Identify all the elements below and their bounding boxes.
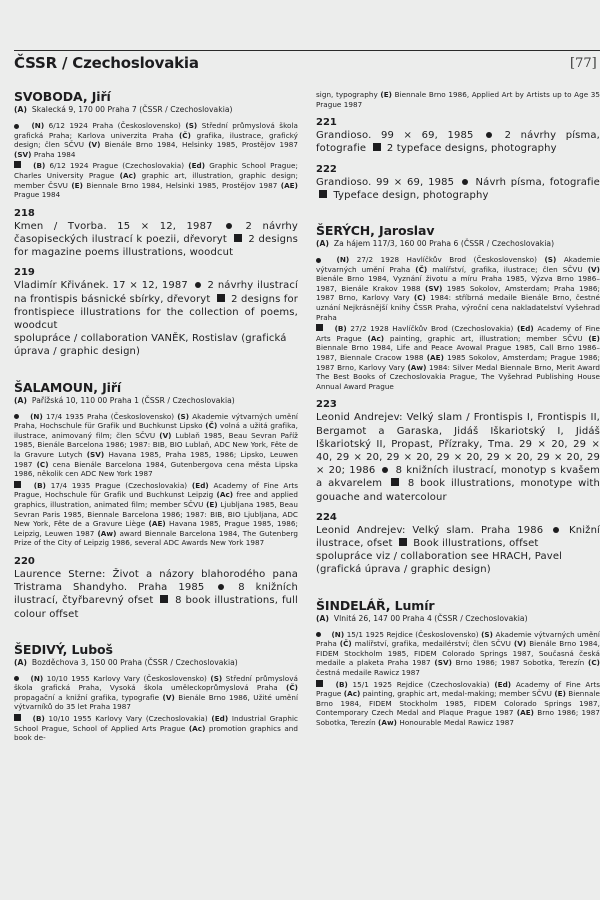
artist-entry-sindelar [316,599,600,728]
bio-text: Akademie výtvarných umění Praha [316,629,600,649]
page-number: [77] [570,56,597,71]
bio-label: (SV) [424,283,443,293]
bio-label: (Ac) [119,170,137,180]
czech-marker-dot-icon [195,282,201,288]
artist-entry-svoboda [14,90,298,359]
work-czech-text: 8 knižních ilustrací, monotyp s kvašem a akvarelem [316,465,600,490]
bio-text: Bienále Brno 1984, Vyznání životu a míru Praha 1985, Výzva Brno 1986–1987, Bienále Krakov 1988 [316,274,600,293]
bio-label: (Ac) [367,333,385,343]
bio-label: (V) [159,430,172,440]
work-english-text: 8 book illustrations, monotype with gouache and watercolour [316,478,600,503]
bio-text: painting, graphic art, illustration; member SČVU [389,333,583,343]
work-title: Leonid Andrejev: Velký slam / Frontispis I, Frontispis II, Bergamot a Garaska, Jidáš Iškariotský I, Jidáš Iškariotský II, Propast, Přízraky, Tma. 29 × 20, 29 × 40, 29 × 20, 29 × 20, 29 × 20, 29 × 20, 29 × 20, 29 × 20; 1986 [316,412,600,477]
bio-text: Biennale Brno 1986, Applied Art by Artists up to Age 35 Prague 1987 [316,90,600,109]
bio-label: (Aw) [407,362,427,372]
work-english-text: Typeface design, photography [333,189,489,201]
work-number: 218 [14,207,35,219]
artist-address [14,658,298,668]
bio-label: (B) [334,324,347,334]
english-marker-square-icon [217,294,225,302]
bio-text: Střední průmyslová škola grafická Praha, Vysoká škola uměleckoprůmyslová Praha [14,673,298,693]
address-text: Skalecká 9, 170 00 Praha 7 (ČSSR / Czechoslovakia) [31,105,233,114]
english-marker-square-icon [316,324,323,331]
bio-text: Bienále Brno 1986, Užité umění výtvarníků do 35 let Praha 1987 [14,692,299,712]
section-title: ČSSR / Czechoslovakia [14,54,199,72]
bio-text: čestná medaile Rawicz 1987 [316,667,420,677]
bio-czech [316,255,600,322]
bio-label: (AE) [426,352,444,362]
address-label: (A) [316,239,329,248]
czech-marker-dot-icon [462,179,468,185]
czech-marker-dot-icon [316,632,321,637]
bio-label: (Ac) [343,689,361,699]
bio-label: (N) [331,629,345,639]
work-entry-223 [316,399,600,503]
bio-label: (S) [544,255,557,264]
address-label: (A) [316,613,329,623]
bio-text: Honourable Medal Rawicz 1987 [399,717,514,727]
czech-marker-dot-icon [14,676,19,681]
english-marker-square-icon [14,714,21,721]
artist-entry-salamoun [14,381,298,621]
work-english-text: 8 book illustrations, full colour offset [14,595,298,620]
bio-label: (N) [336,255,350,264]
artist-name: ŠEDIVÝ, Luboš [14,641,113,657]
bio-label: (C) [413,293,426,303]
bio-label: (SV) [434,658,452,668]
artist-name: ŠINDELÁŘ, Lumír [316,597,435,613]
bio-label: (Ed) [516,324,534,334]
bio-text: Brno 1986; 1987 Sobotka, Terezín [455,658,585,668]
work-title: Laurence Sterne: Život a názory blahorodého pana Tristrama Shandyho. Praha 1985 [14,568,298,594]
bio-text: grafika, ilustrace, grafický design; člen SČVU [14,130,298,150]
right-column [316,90,600,729]
bio-label: (AE) [280,180,298,190]
bio-label: (E) [588,333,600,343]
page-header [14,50,600,77]
address-label: (A) [14,105,27,114]
work-title: Vladimír Křivánek. 17 × 12, 1987 [14,280,188,292]
bio-text: 17/4 1935 Prague (Czechoslovakia) [50,480,188,490]
bio-text: Biennale Brno 1984, Helsinki 1985, Prostějov 1987 [86,180,278,190]
work-number: 219 [14,267,35,279]
bio-english [14,714,298,743]
bio-text: painting, graphic art, medal-making; member SČVU [362,689,552,699]
bio-text: promotion graphics and book de- [14,723,299,743]
bio-text: Akademie výtvarných umění Praha, Hochschule für Grafik und Buchkunst Lipsko [14,411,298,431]
bio-text: 6/12 1924 Praha (Československo) [48,121,181,130]
bio-text: Havana 1985, Praha 1985, 1986; Lipsko, Leuwen 1987 [14,449,298,469]
bio-label: (Aw) [97,528,117,538]
work-title: Kmen / Tvorba. 15 × 12, 1987 [14,220,213,232]
bio-label: (SV) [86,449,105,459]
work-czech-text: Knižní ilustrace, ofset [316,524,600,549]
work-entry-219 [14,267,298,358]
english-marker-square-icon [160,595,168,603]
artist-address [316,239,600,249]
artist-address [316,614,600,624]
collaboration-note: spolupráce / collaboration VANĚK, Rostislav (grafická úprava / graphic design) [14,333,287,358]
bio-label: (E) [71,180,83,190]
bio-text: malířství, grafika, ilustrace; člen SČVU [432,264,583,274]
bio-text: Lublaň 1985, Beau Sevran Paříž 1985, Bienále Barcelona 1986; 1987: BIB, BIO Lublaň, ADC New York, Fête de la Gravure Lutych [14,430,299,459]
english-marker-square-icon [399,538,407,546]
bio-label: (AE) [516,708,534,718]
work-description [14,279,298,332]
left-column [14,90,298,745]
english-marker-square-icon [14,161,21,168]
bio-label: (Č) [205,421,218,431]
english-marker-square-icon [14,481,21,488]
work-czech-text: 2 návrhy ilustrací na frontispis básnické sbírky, dřevoryt [14,280,298,305]
work-description [316,129,600,155]
bio-text: Academy of Fine Arts Prague, Hochschule für Grafik und Buchkunst Leipzig [14,480,298,500]
bio-czech [316,630,600,678]
czech-marker-dot-icon [14,414,19,419]
czech-marker-dot-icon [382,467,388,473]
work-english-text: 2 designs for magazine poems illustrations, woodcut [14,233,298,259]
bio-text: sign, typography [316,90,378,99]
bio-text: 1985 Sokolov, Amsterdam; Praha 1986; 1987 Brno, Karlovy Vary [316,283,600,303]
work-entry-221 [316,117,600,155]
bio-label: (Ac) [188,723,206,733]
czech-marker-dot-icon [226,223,232,229]
work-description [316,411,600,503]
work-description [14,220,298,260]
bio-text: malířství, grafika, medailérství; člen SČVU [354,639,511,649]
bio-english [14,161,298,199]
bio-text: Ljubljana 1985, Beau Sevran Paris 1985, Biennale Barcelona 1986; 1987: BIB, BIO Ljubljana, ADC New York, Fête de a Gravure Liège [14,499,298,529]
bio-text: propagační a knižní grafika, typografie [14,692,160,702]
artist-name: ŠERÝCH, Jaroslav [316,223,435,238]
bio-label: (S) [177,411,190,421]
work-number: 220 [14,555,35,567]
bio-label: (Č) [415,264,428,274]
bio-english [316,324,600,391]
bio-czech [14,674,298,712]
work-czech-text: 2 návrhy písma, fotografie [316,130,600,155]
bio-text: Academy of Fine Arts Prague [316,679,600,699]
artist-entry-sedivy [14,643,298,743]
bio-text: 1984: stříbrná medaile Bienále Brno, čestné uznání Nejkrásnější knihy ČSSR Praha, výroční cena nakladatelství Vyšehrad Praha [316,293,600,322]
bio-label: (Ac) [216,490,234,500]
english-marker-square-icon [234,234,242,242]
czech-marker-dot-icon [218,584,224,590]
bio-label: (V) [88,140,101,150]
czech-marker-dot-icon [316,258,321,263]
work-title: Grandioso. 99 × 69, 1985 [316,176,455,188]
bio-text: Havana 1985, Prague 1985, 1986; Leipzig, Leuwen 1987 [14,519,298,538]
work-czech-text: 2 návrhy časopiseckých ilustrací k poezii, dřevoryt [14,220,298,245]
bio-label: (E) [206,499,218,509]
czech-marker-dot-icon [553,527,559,533]
bio-text: Akademie výtvarných umění Praha [316,255,600,274]
artist-address [14,396,298,406]
bio-text: 1985 Sokolov, Amsterdam; Prague 1986; 1987 Brno, Karlovy Vary [316,352,600,372]
bio-label: (Ed) [494,679,512,689]
work-number: 221 [316,117,337,129]
bio-label: (Ed) [191,480,209,490]
work-english-text: 2 typeface designs, photography [386,143,557,155]
artist-name: ŠALAMOUN, Jiří [14,379,122,395]
bio-label: (S) [185,121,198,130]
bio-text: Industrial Graphic School Prague, School of Applied Arts Prague [14,714,299,733]
work-entry-224 [316,512,600,577]
bio-label: (N) [30,673,44,683]
bio-english-continued [316,90,600,109]
bio-label: (S) [210,673,223,683]
work-title: Grandioso. 99 × 69, 1985 [316,130,474,142]
bio-text: graphic art, illustration, graphic design; member ČSVU [14,170,299,190]
work-description [316,524,600,550]
collaboration-note: spolupráce viz / collaboration see HRACH, Pavel (grafická úprava / graphic design) [316,551,563,576]
address-text: Bozděchova 3, 150 00 Praha (ČSSR / Czechoslovakia) [31,657,238,667]
bio-label: (B) [33,480,46,490]
bio-label: (V) [162,692,175,702]
artist-entry-sedivy-continued [316,90,600,202]
bio-label: (C) [36,459,49,469]
bio-label: (Ed) [188,161,206,171]
bio-label: (Č) [178,130,191,140]
bio-text: 15/1 1925 Rejdice (Československo) [346,629,479,639]
bio-text: volná a užitá grafika, ilustrace, animovaný film; člen SČVU [14,421,298,440]
work-entry-222 [316,164,600,202]
bio-text: 6/12 1924 Prague (Czechoslovakia) [49,161,185,171]
bio-text: 1984: Silver Medal Biennale Brno, Merit Award The Best Books of Czechoslovakia Prague, The Vyšehrad Publishing House Annual Award Prague [316,362,600,391]
bio-label: (Č) [286,683,298,693]
work-number: 222 [316,163,337,175]
bio-text: 10/10 1955 Karlovy Vary (Czechoslovakia) [48,714,208,724]
bio-text: 17/4 1935 Praha (Československo) [45,411,175,421]
bio-text: Bienále Brno 1984, Helsinky 1985, Prostějov 1987 [104,140,298,150]
work-czech-text: 8 knižních ilustrací, čtyřbarevný ofset [14,582,298,607]
work-entry-220 [14,556,298,621]
bio-label: (V) [587,264,600,274]
english-marker-square-icon [319,190,327,198]
bio-label: (S) [481,629,493,639]
artist-address [14,105,298,115]
bio-label: (C) [588,658,600,668]
bio-label: (Ed) [211,714,229,724]
bio-text: Střední průmyslová škola grafická Praha; Karlova univerzita Praha [14,121,298,140]
bio-label: (Č) [339,639,352,649]
bio-text: Prague 1984 [14,190,61,200]
czech-marker-dot-icon [14,124,19,129]
bio-text: 15/1 1925 Rejdice (Czechoslovakia) [352,679,490,689]
work-title: Leonid Andrejev: Velký slam. Praha 1986 [316,524,544,536]
bio-text: 27/2 1928 Havlíčkův Brod (Czechoslovakia) [350,324,514,334]
bio-text: Biennale Brno 1984, FIDEM Stockholm 1985, FIDEM Colorado Springs 1987, Contemporary Czech Medal and Plaque Prague 1987 [316,689,600,718]
work-description [14,568,298,621]
czech-marker-dot-icon [486,132,492,138]
bio-text: free and applied graphics, illustration, animated film; member SČVU [14,490,298,509]
bio-label: (B) [32,714,45,724]
work-number: 223 [316,399,337,411]
work-english-text: Book illustrations, offset [413,537,539,549]
address-text: Pařížská 10, 110 00 Praha 1 (ČSSR / Czechoslovakia) [31,395,235,405]
bio-text: Graphic School Prague; Charles University Prague [14,161,298,180]
bio-text: Biennale Brno 1984, Life and Peace Avowal Prague 1985, Call Brno 1986–1987, Biennale Cracow 1988 [316,343,600,362]
bio-czech [14,412,298,479]
english-marker-square-icon [391,478,399,486]
bio-text: Academy of Fine Arts Prague [316,324,600,343]
bio-text: award Biennale Barcelona 1984, The Gutenberg Prize of the City of Leipzig 1986, several ADC Awards New York 1987 [14,528,298,548]
bio-text: Bienále Brno 1984, FIDEM Stockholm 1985, FIDEM Colorado Springs 1987, Současná česká medaile a plaketa Praha 1987 [316,639,600,668]
bio-text: 10/10 1955 Karlovy Vary (Československo) [46,673,207,683]
bio-label: (E) [554,689,566,699]
bio-english [316,680,600,728]
bio-label: (E) [380,90,393,99]
bio-label: (V) [513,639,527,649]
bio-text: Praha 1984 [33,149,76,159]
bio-label: (B) [335,679,348,689]
bio-label: (B) [33,161,46,171]
bio-label: (Aw) [378,717,398,727]
artist-name: SVOBODA, Jiří [14,89,111,104]
bio-label: (SV) [14,149,32,159]
address-label: (A) [14,657,27,667]
work-number: 224 [316,511,337,523]
work-english-text: 2 designs for frontispiece illustrations for the collection of poems, woodcut [14,293,298,331]
address-text: Vlnitá 26, 147 00 Praha 4 (ČSSR / Czechoslovakia) [333,613,528,623]
work-description [316,176,600,202]
bio-label: (AE) [148,519,166,529]
bio-text: Brno 1986; 1987 Sobotka, Terezín [316,708,600,727]
bio-label: (N) [30,411,43,421]
english-marker-square-icon [316,680,323,687]
address-label: (A) [14,395,27,405]
bio-text: cena Bienále Barcelona 1984, Gutenbergova cena města Lipska 1986, několik cen ADC New York 1987 [14,459,298,479]
work-czech-text: Návrh písma, fotografie [475,176,600,188]
bio-label: (N) [31,121,45,130]
artist-entry-serych [316,224,600,577]
bio-czech [14,121,298,159]
bio-text: 27/2 1928 Havlíčkův Brod (Československo) [356,255,537,264]
work-entry-218 [14,208,298,260]
bio-english [14,481,298,548]
address-text: Za hájem 117/3, 160 00 Praha 6 (ČSSR / Czechoslovakia) [333,239,555,248]
english-marker-square-icon [373,143,381,151]
